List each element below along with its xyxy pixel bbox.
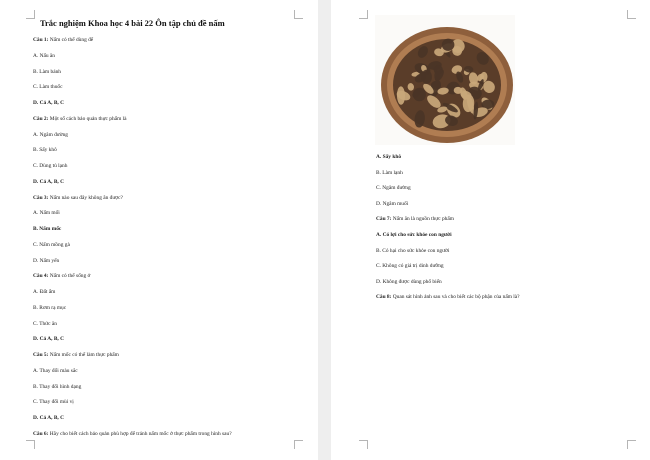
answer-option: B. Rơm rạ mục bbox=[33, 304, 67, 311]
corner-mark bbox=[627, 440, 636, 449]
answer-option: C. Thay đổi mùi vị bbox=[33, 399, 74, 406]
answer-option: C. Thức ăn bbox=[33, 320, 57, 327]
answer-option: D. Ngâm muối bbox=[376, 200, 409, 207]
question-text: Câu 2: Một số cách bảo quản thực phẩm là bbox=[33, 115, 127, 122]
corner-mark bbox=[359, 10, 368, 19]
dried-mushrooms-basket-image bbox=[375, 15, 515, 145]
answer-option: C. Ngâm đường bbox=[376, 185, 411, 192]
answer-option: D. Cả A, B, C bbox=[33, 336, 64, 343]
question-text: Câu 6: Hãy cho biết cách bảo quản phù hợp để tránh nấm mốc ở thực phẩm trong hình sau? bbox=[33, 430, 232, 437]
answer-option: A. Đất ẩm bbox=[33, 289, 56, 295]
corner-mark bbox=[294, 440, 303, 449]
answer-option: A. Nấm mối bbox=[33, 210, 60, 217]
answer-option: C. Nấm mồng gà bbox=[33, 241, 70, 248]
question-text: Câu 5: Nấm mốc có thể làm thực phẩm bbox=[33, 352, 119, 358]
question-text: Câu 1: Nấm có thể dùng để bbox=[33, 37, 94, 43]
answer-option: D. Nấm yến bbox=[33, 257, 60, 264]
answer-option: C. Dùng tủ lạnh bbox=[33, 163, 68, 169]
answer-option: B. Sấy khô bbox=[33, 147, 57, 154]
answer-option: B. Làm lạnh bbox=[376, 169, 403, 176]
answer-option: B. Thay đổi hình dạng bbox=[33, 383, 82, 390]
corner-mark bbox=[627, 10, 636, 19]
answer-option: A. Ngâm đường bbox=[33, 131, 68, 138]
answer-option: B. Có hại cho sức khỏe con người bbox=[376, 247, 450, 254]
answer-option: D. Cả A, B, C bbox=[33, 178, 64, 185]
answer-option: D. Cả A, B, C bbox=[33, 415, 64, 421]
answer-option: C. Không có giá trị dinh dưỡng bbox=[376, 263, 444, 270]
question-text: Câu 3: Nấm nào sau đây không ăn được? bbox=[33, 194, 123, 201]
corner-mark bbox=[26, 440, 35, 449]
corner-mark bbox=[26, 10, 35, 19]
question-text: Câu 8: Quan sát hình ảnh sau và cho biết các bộ phận của nấm là? bbox=[376, 294, 520, 301]
mushroom-photo bbox=[375, 15, 515, 145]
answer-option: A. Sấy khô bbox=[376, 154, 402, 160]
answer-option: A. Có lợi cho sức khỏe con người bbox=[376, 232, 452, 238]
question-text: Câu 4: Nấm có thể sống ở bbox=[33, 273, 91, 280]
corner-mark bbox=[359, 440, 368, 449]
answer-option: A. Nấu ăn bbox=[33, 52, 56, 59]
question-text: Câu 7: Nấm ăn là nguồn thực phẩm bbox=[376, 216, 454, 223]
document-page-left bbox=[0, 0, 318, 460]
answer-option: A. Thay đổi màu sắc bbox=[33, 367, 78, 374]
document-title: Trắc nghiệm Khoa học 4 bài 22 Ôn tập chủ đề nấm bbox=[40, 18, 225, 28]
answer-option: D. Cả A, B, C bbox=[33, 100, 64, 106]
answer-option: B. Nấm mốc bbox=[33, 226, 62, 232]
corner-mark bbox=[294, 10, 303, 19]
answer-option: C. Làm thuốc bbox=[33, 84, 63, 91]
answer-option: D. Không được dùng phổ biến bbox=[376, 278, 442, 285]
answer-option: B. Làm bánh bbox=[33, 68, 61, 75]
